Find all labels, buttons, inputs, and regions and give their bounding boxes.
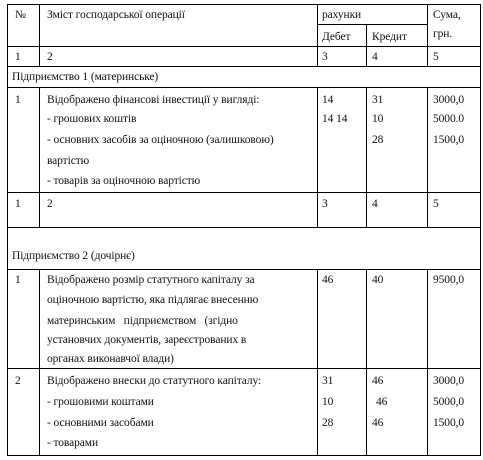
rule-col2-b bbox=[317, 87, 318, 228]
colnum: 1 bbox=[15, 51, 21, 63]
op-line: - основних засобів за оціночною (залишковою) bbox=[47, 134, 274, 146]
rule-col4-c bbox=[427, 269, 428, 456]
rule-col4-b bbox=[427, 87, 428, 228]
rule-col1-b bbox=[39, 87, 40, 228]
colnum: 5 bbox=[433, 198, 439, 210]
sum-value: 9500,0 bbox=[433, 274, 465, 286]
rule-col3-a bbox=[366, 24, 367, 67]
sum-value: 3000,0 bbox=[433, 375, 465, 387]
rule-bottom bbox=[7, 455, 481, 456]
credit-value: 46 bbox=[372, 375, 384, 387]
op-line: оціночною вартістю, яка підлягає внесенню bbox=[47, 294, 259, 306]
colnum: 4 bbox=[372, 198, 378, 210]
colnum: 4 bbox=[372, 51, 378, 63]
header-num: № bbox=[15, 9, 26, 21]
credit-value: 46 bbox=[372, 417, 384, 429]
op-num: 1 bbox=[15, 94, 21, 106]
sum-value: 5000.0 bbox=[433, 113, 465, 125]
rule-op2-bottom bbox=[7, 368, 481, 369]
rule-col3-c bbox=[366, 269, 367, 456]
op-line: - основними засобами bbox=[47, 417, 154, 429]
op-line: - товарами bbox=[47, 437, 98, 449]
op-line: - товарів за оціночною вартістю bbox=[47, 175, 201, 187]
rule-left bbox=[7, 4, 8, 456]
rule-colnum-bottom bbox=[7, 66, 481, 67]
sum-value: 5000,0 bbox=[433, 396, 465, 408]
colnum: 5 bbox=[433, 51, 439, 63]
op-line: материнським підприємством (згідно bbox=[47, 315, 238, 327]
colnum: 1 bbox=[15, 198, 21, 210]
colnum: 3 bbox=[322, 51, 328, 63]
debit-value: 28 bbox=[322, 417, 334, 429]
debit-value: 10 bbox=[322, 396, 334, 408]
header-content: Зміст господарської операції bbox=[47, 9, 185, 21]
rule-section2-bottom bbox=[7, 269, 481, 270]
header-sum-unit: грн. bbox=[433, 28, 453, 40]
debit-value: 31 bbox=[322, 375, 334, 387]
header-sum: Сума, bbox=[433, 9, 461, 21]
op-line: Відображено внески до статутного капіталу: bbox=[47, 375, 262, 387]
rule-col1-c bbox=[39, 269, 40, 456]
rule-col2-a bbox=[317, 4, 318, 67]
op-line: Відображено фінансові інвестиції у вигляді: bbox=[47, 94, 260, 106]
header-credit: Кредит bbox=[372, 31, 407, 43]
colnum: 2 bbox=[47, 51, 53, 63]
op-num: 1 bbox=[15, 274, 21, 286]
debit-value: 46 bbox=[322, 274, 334, 286]
rule-col3-b bbox=[366, 87, 367, 228]
header-debit: Дебет bbox=[322, 31, 351, 43]
op-num: 2 bbox=[15, 375, 21, 387]
rule-right bbox=[480, 4, 481, 456]
colnum: 3 bbox=[322, 198, 328, 210]
credit-value: 31 bbox=[372, 94, 384, 106]
sum-value: 1500,0 bbox=[433, 417, 465, 429]
sum-value: 3000,0 bbox=[433, 94, 465, 106]
op-line: органах виконавчої влади) bbox=[47, 353, 174, 365]
section-title: Підприємство 1 (материнське) bbox=[12, 71, 159, 83]
credit-value: 40 bbox=[372, 274, 384, 286]
rule-col1-a bbox=[39, 4, 40, 67]
colnum: 2 bbox=[47, 198, 53, 210]
credit-value: 28 bbox=[372, 134, 384, 146]
op-line: Відображено розмір статутного капіталу за bbox=[47, 274, 255, 286]
op-line: вартістю bbox=[47, 155, 90, 167]
debit-value: 14 bbox=[322, 94, 334, 106]
header-accounts: рахунки bbox=[322, 9, 362, 21]
rule-col2-c bbox=[317, 269, 318, 456]
credit-value: 10 bbox=[372, 113, 384, 125]
debit-value: 14 14 bbox=[322, 113, 348, 125]
rule-colnum2-bottom bbox=[7, 227, 481, 228]
op-line: - грошовими коштами bbox=[47, 396, 154, 408]
credit-value: 46 bbox=[376, 396, 388, 408]
rule-header-bottom bbox=[7, 46, 481, 47]
rule-header-split bbox=[317, 24, 427, 25]
op-line: - грошових коштів bbox=[47, 113, 137, 125]
rule-top bbox=[7, 4, 481, 5]
rule-col4-a bbox=[427, 4, 428, 67]
rule-op1-bottom bbox=[7, 192, 481, 193]
sum-value: 1500,0 bbox=[433, 134, 465, 146]
rule-section1-bottom bbox=[7, 87, 481, 88]
section-title: Підприємство 2 (дочірнє) bbox=[12, 250, 135, 262]
op-line: установчих документів, зареєстрованих в bbox=[47, 334, 247, 346]
